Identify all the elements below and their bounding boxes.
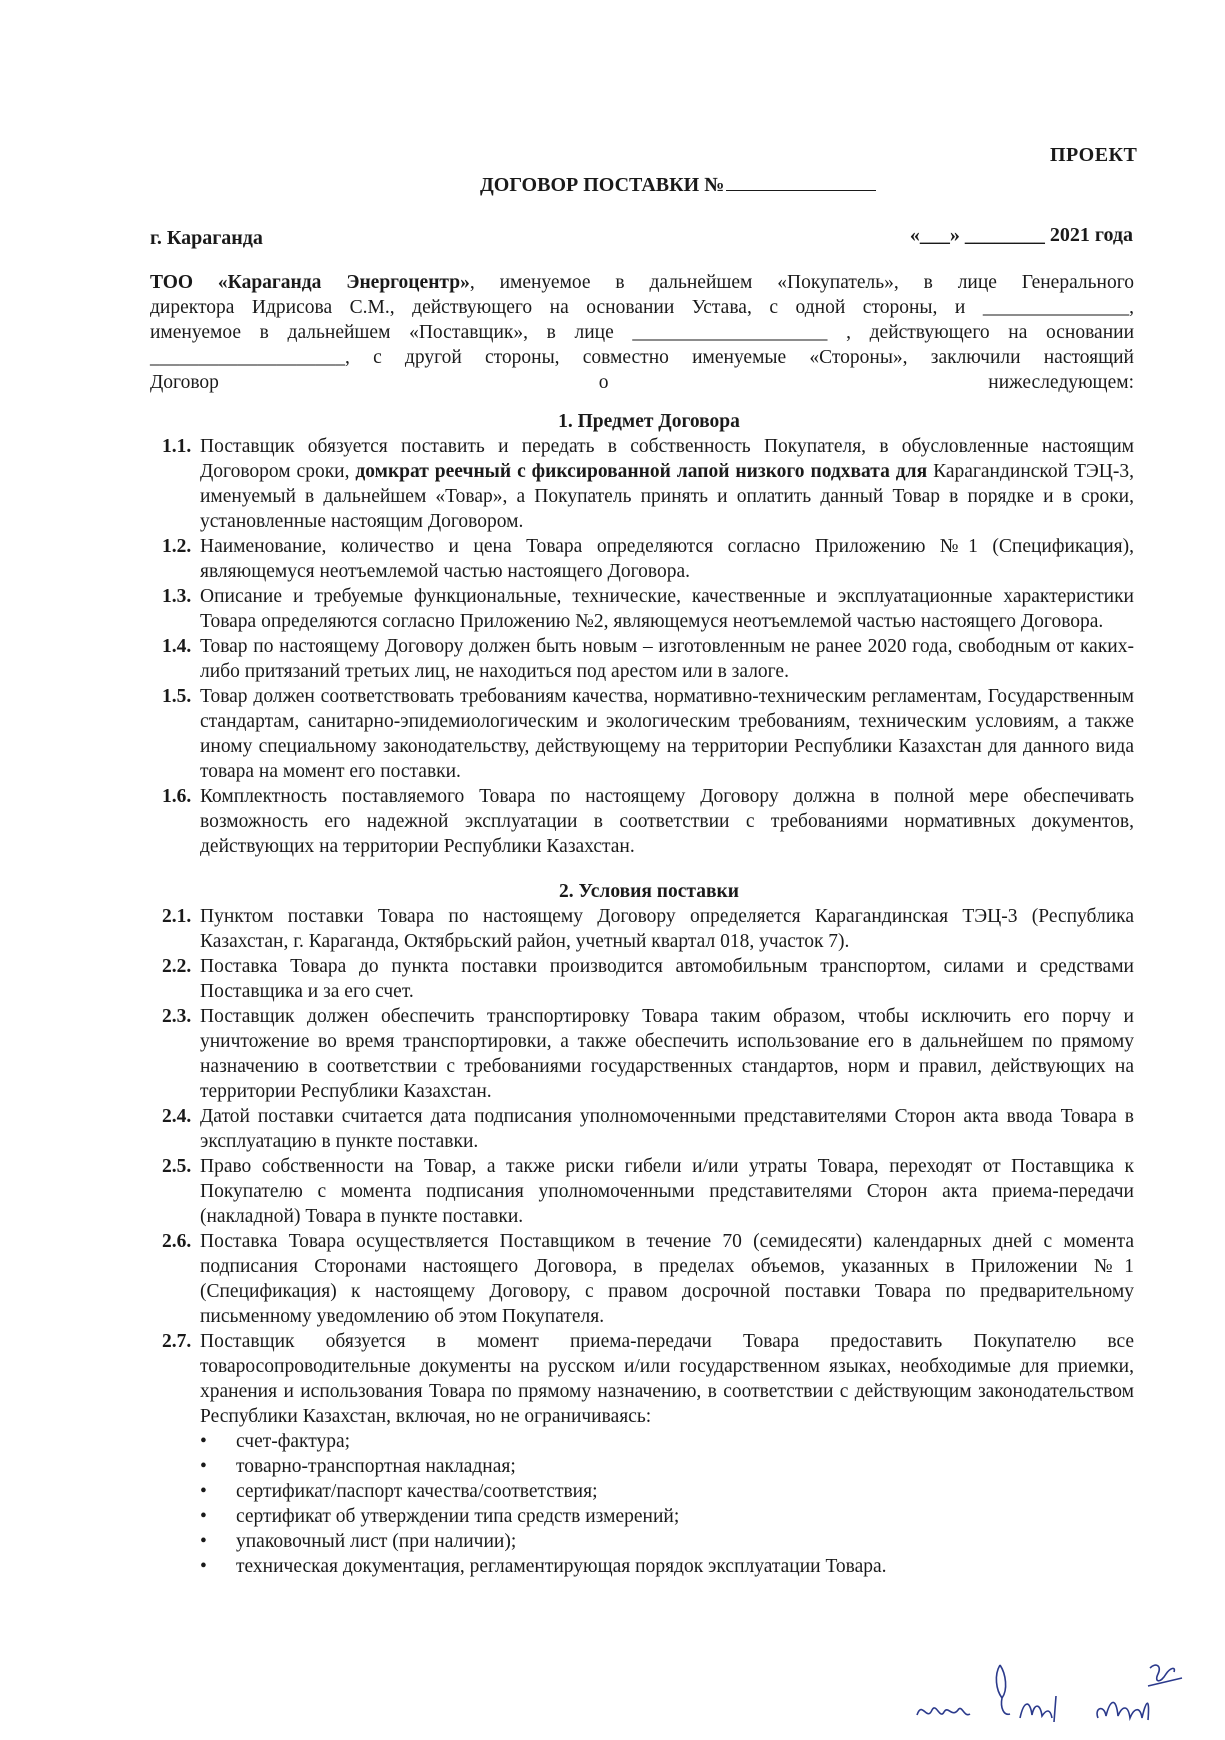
clause-text: Поставщик должен обеспечить транспортировку Товара таким образом, чтобы исключить его порчу и уничтожение во время транспортировки, а также обеспечить использование его в дальнейшем по прямому назначению в соответствии с требованиями государственных стандартов, норм и правил, действующих на территории Республики Казахстан. — [200, 1006, 1134, 1102]
clause-text: Право собственности на Товар, а также риски гибели и/или утраты Товара, переходят от Поставщика к Покупателю с момента подписания уполномоченными представителями Сторон акта приема-передачи (накладной) Товара в пункте поставки. — [200, 1156, 1134, 1227]
clause — [164, 684, 1134, 784]
documents-list — [164, 1429, 1134, 1579]
preamble-line: ____________________, с другой стороны, совместно именуемые «Стороны», заключили настоящий — [150, 347, 1134, 368]
clause — [164, 584, 1134, 634]
clause-text: Поставщик обязуется поставить и передать в собственность Покупателя, в обусловленные настоящим Договором сроки, домкрат реечный с фиксированной лапой низкого подхвата для Карагандинской ТЭЦ-3, именуемый в дальнейшем «Товар», а Покупатель принять и оплатить данный Товар в порядке и в сроки, установленные настоящим Договором. — [200, 436, 1135, 532]
contract-date: «___» ________ 2021 года — [909, 224, 1133, 246]
clause-number: 2.4. — [162, 1106, 192, 1127]
clause-number: 2.6. — [162, 1231, 192, 1252]
clause — [164, 784, 1134, 859]
clause — [164, 1154, 1134, 1229]
contract-number-blank — [726, 172, 876, 191]
clause-number: 1.5. — [162, 686, 192, 707]
clause-number: 1.3. — [162, 586, 192, 607]
signature-initials-1 — [912, 1660, 1002, 1730]
title-text: ДОГОВОР ПОСТАВКИ № — [480, 174, 725, 196]
list-item: • упаковочный лист (при наличии); — [200, 1529, 1134, 1554]
clause-text: Наименование, количество и цена Товара определяются согласно Приложению №1 (Спецификация), являющемуся неотъемлемой частью настоящего Договора. — [200, 536, 1134, 582]
clause — [164, 434, 1134, 534]
clause-text: Описание и требуемые функциональные, технические, качественные и эксплуатационные характеристики Товара определяются согласно Приложению №2, являющемуся неотъемлемой частью настоящего Договора. — [200, 586, 1134, 632]
clause — [164, 1229, 1134, 1329]
clause — [164, 534, 1134, 584]
list-item: • счет-фактура; — [200, 1429, 1134, 1454]
clause — [164, 1104, 1134, 1154]
clause-text: Пунктом поставки Товара по настоящему Договору определяется Карагандинская ТЭЦ-3 (Республика Казахстан, г. Караганда, Октябрьский район, учетный квартал 018, участок 7). — [200, 906, 1134, 952]
clause-number: 2.3. — [162, 1006, 192, 1027]
clause-text: Товар по настоящему Договору должен быть новым – изготовленным не ранее 2020 года, свободным от каких-либо притязаний третьих лиц, не находиться под арестом или в залоге. — [200, 636, 1134, 682]
list-item: • товарно-транспортная накладная; — [200, 1454, 1134, 1479]
preamble-line: директора Идрисова С.М., действующего на основании Устава, с одной стороны, и _______________, — [150, 297, 1134, 318]
clause-text: Поставка Товара до пункта поставки производится автомобильным транспортом, силами и средствами Поставщика и за его счет. — [200, 956, 1134, 1002]
clause — [164, 904, 1134, 954]
clause — [164, 1329, 1134, 1429]
clause — [164, 1004, 1134, 1104]
draft-label: ПРОЕКТ — [1050, 144, 1138, 166]
preamble — [150, 270, 1134, 395]
company-name: ТОО «Караганда Энергоцентр» — [150, 272, 470, 293]
clause-number: 2.2. — [162, 956, 192, 977]
clause — [164, 954, 1134, 1004]
preamble-line: ТОО «Караганда Энергоцентр», именуемое в дальнейшем «Покупатель», в лице Генерального — [150, 272, 1134, 293]
clause-number: 1.1. — [162, 436, 192, 457]
document-title — [480, 172, 876, 197]
list-item: • сертификат об утверждении типа средств измерений; — [200, 1504, 1134, 1529]
preamble-line: Договор о нижеследующем: — [150, 372, 1134, 393]
clause-number: 2.7. — [162, 1331, 192, 1352]
document-body — [150, 270, 1135, 1579]
clause — [164, 634, 1134, 684]
clause-number: 2.5. — [162, 1156, 192, 1177]
clause-text: Поставщик обязуется в момент приема-передачи Товара предоставить Покупателю все товаросопроводительные документы на русском и/или государственном языках, необходимые для приемки, хранения и использования Товара по прямому назначению, в соответствии с действующим законодательством Республики Казахстан, включая, но не ограничиваясь: — [200, 1331, 1134, 1427]
clause-text: Датой поставки считается дата подписания уполномоченными представителями Сторон акта ввода Товара в эксплуатацию в пункте поставки. — [200, 1106, 1134, 1152]
signature-initials-3 — [1090, 1660, 1190, 1730]
section-heading: 1. Предмет Договора — [558, 411, 740, 432]
signature-initials-2 — [990, 1660, 1080, 1730]
clause-number: 2.1. — [162, 906, 192, 927]
clause-text: Комплектность поставляемого Товара по настоящему Договору должна в полной мере обеспечивать возможность его надежной эксплуатации в соответствии с требованиями нормативных документов, действующих на территории Республики Казахстан. — [200, 786, 1134, 857]
clause-number: 1.2. — [162, 536, 192, 557]
clause-text: Товар должен соответствовать требованиям качества, нормативно-техническим регламентам, Государственным стандартам, санитарно-эпидемиологическим и экологическим требованиям, техническим условиям, а также иному специальному законодательству, действующему на территории Республики Казахстан для данного вида товара на момент его поставки. — [200, 686, 1134, 782]
list-item: • сертификат/паспорт качества/соответствия; — [200, 1479, 1134, 1504]
list-item: • техническая документация, регламентирующая порядок эксплуатации Товара. — [200, 1554, 1134, 1579]
section-heading: 2. Условия поставки — [559, 881, 739, 902]
city: г. Караганда — [150, 227, 263, 249]
clause-number: 1.4. — [162, 636, 192, 657]
clause-text: Поставка Товара осуществляется Поставщиком в течение 70 (семидесяти) календарных дней с момента подписания Сторонами настоящего Договора, в пределах объемов, указанных в Приложении №1 (Спецификация) к настоящему Договору, с правом досрочной поставки Товара по предварительному письменному уведомлению об этом Покупателя. — [200, 1231, 1134, 1327]
preamble-line: именуемое в дальнейшем «Поставщик», в лице ____________________ , действующего на основании — [150, 322, 1134, 343]
clause-number: 1.6. — [162, 786, 192, 807]
